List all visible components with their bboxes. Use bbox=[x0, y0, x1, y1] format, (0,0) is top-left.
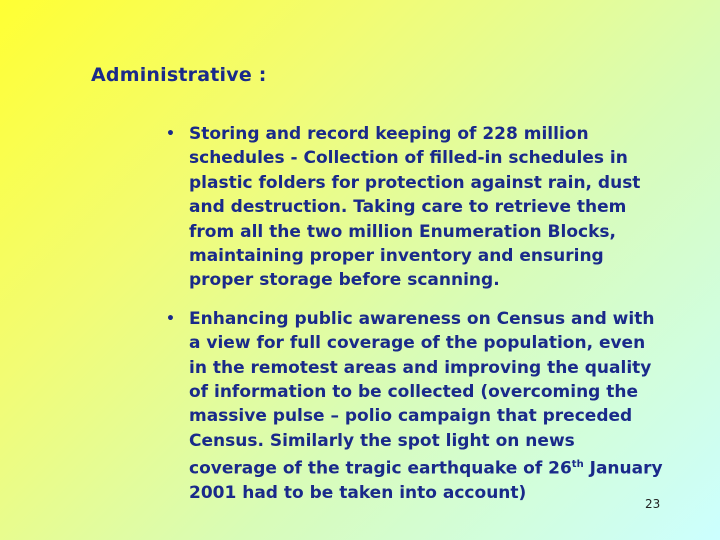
bullet-item bbox=[166, 122, 666, 293]
bullet-text-after: January 2001 had to be taken into account) bbox=[189, 458, 663, 504]
bullet-text: Storing and record keeping of 228 million schedules - Collection of filled-in schedules in plastic folders for protection against rain, dust and destruction. Taking care to retrieve them from all the two million Enumeration Blocks, maintaining proper inventory and ensuring proper storage before scanning. bbox=[189, 124, 641, 291]
slide-title: Administrative : bbox=[91, 64, 267, 86]
bullet-text-before: Enhancing public awareness on Census and with a view for full coverage of the population, even in the remotest areas and improving the quality of information to be collected (overcoming the massive pulse – polio campaign that preceded Census. Similarly the spot light on news coverage of the tragic earthquake of 26 bbox=[189, 308, 655, 479]
bullet-item bbox=[166, 307, 666, 506]
page-number: 23 bbox=[645, 497, 661, 511]
ordinal-superscript: th bbox=[571, 459, 584, 471]
bullet-list bbox=[166, 122, 666, 520]
bullet-dot-icon: • bbox=[166, 126, 175, 142]
bullet-dot-icon: • bbox=[166, 310, 175, 327]
